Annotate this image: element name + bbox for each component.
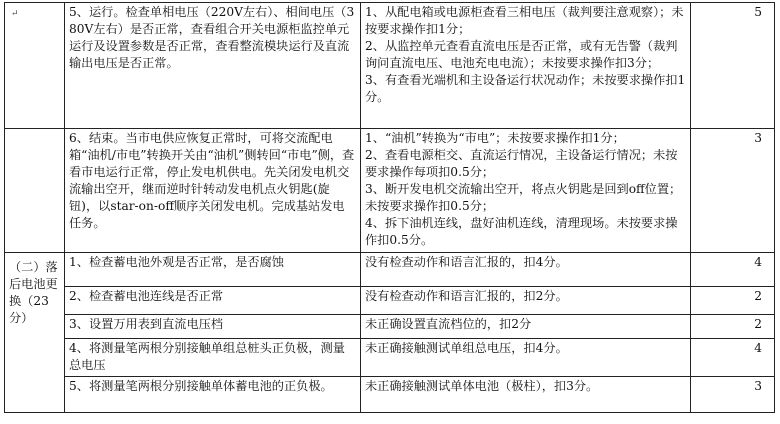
table-row xyxy=(5,3,775,129)
scoring-table xyxy=(4,2,775,413)
table-row xyxy=(5,287,775,315)
table-row xyxy=(5,377,775,413)
score-cell: 5 xyxy=(691,3,775,129)
criteria-cell: 未正确接触测试单体电池（极柱），扣3分。 xyxy=(361,377,691,413)
criteria-cell: 1、从配电箱或电源柜查看三相电压（裁判要注意观察）；未按要求操作扣1分； 2、从监控单元查看直流电压是否正常，或有无告警（裁判询问直流电压、电池充电电流）；未按要求操作扣3分； 3、有查看光端机和主设备运行状况动作；未按要求操作扣1分。 xyxy=(361,3,691,129)
criteria-cell: 未正确设置直流档位的，扣2分 xyxy=(361,315,691,339)
section-title-cell: （二）落后电池更换（23分） xyxy=(5,253,65,413)
task-cell: 3、设置万用表到直流电压档 xyxy=(65,315,361,339)
task-cell: 6、结束。当市电供应恢复正常时，可将交流配电箱“油机/市电”转换开关由“油机”侧转回“市电”侧，查看市电运行正常，停止发电机供电。先关闭发电机交流输出空开，继而逆时针转动发电机点火钥匙(旋钮)，以star-on-off顺序关闭发电机。完成基站发电任务。 xyxy=(65,129,361,253)
criteria-cell: 未正确接触测试单组总电压，扣4分。 xyxy=(361,339,691,377)
task-cell: 5、将测量笔两根分别接触单体蓄电池的正负极。 xyxy=(65,377,361,413)
table-row xyxy=(5,339,775,377)
score-cell: 4 xyxy=(691,339,775,377)
table-row xyxy=(5,315,775,339)
table-row xyxy=(5,129,775,253)
section-cell-empty: ↵ xyxy=(5,3,65,129)
criteria-cell: 没有检查动作和语言汇报的，扣4分。 xyxy=(361,253,691,287)
score-cell: 3 xyxy=(691,377,775,413)
task-cell: 2、检查蓄电池连线是否正常 xyxy=(65,287,361,315)
task-cell: 4、将测量笔两根分别接触单组总桩头正负极，测量总电压 xyxy=(65,339,361,377)
task-cell: 1、检查蓄电池外观是否正常，是否腐蚀 xyxy=(65,253,361,287)
score-cell: 4 xyxy=(691,253,775,287)
task-cell: 5、运行。检查单相电压（220V左右）、相间电压（380V左右）是否正常，查看组合开关电源柜监控单元运行及设置参数是否正常，查看整流模块运行及直流输出电压是否正常。 xyxy=(65,3,361,129)
score-cell: 2 xyxy=(691,287,775,315)
criteria-cell: 1、“油机”转换为“市电”；未按要求操作扣1分； 2、查看电源柜交、直流运行情况，主设备运行情况；未按要求操作每项扣0.5分； 3、断开发电机交流输出空开，将点火钥匙是回到off位置；未按要求操作扣0.5分； 4、拆下油机连线，盘好油机连线，清理现场。未按要求操作扣0.5分。 xyxy=(361,129,691,253)
table-row xyxy=(5,253,775,287)
criteria-cell: 没有检查动作和语言汇报的，扣2分。 xyxy=(361,287,691,315)
score-cell: 2 xyxy=(691,315,775,339)
section-cell-empty xyxy=(5,129,65,253)
score-cell: 3 xyxy=(691,129,775,253)
